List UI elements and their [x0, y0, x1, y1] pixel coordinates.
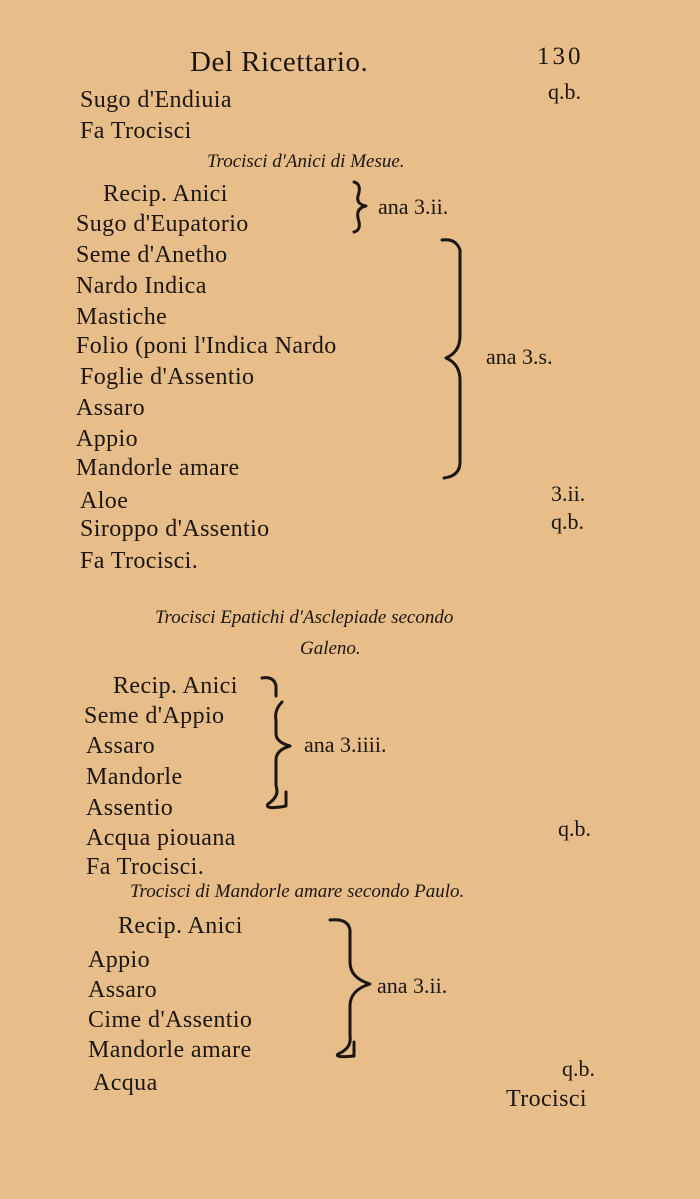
ingredient-line: Seme d'Anetho — [76, 242, 228, 268]
ingredient-line: Foglie d'Assentio — [80, 364, 255, 390]
ingredient-line: Acqua — [93, 1070, 158, 1096]
dose-label: ana 3.ii. — [377, 973, 448, 998]
ingredient-line: Assaro — [88, 977, 158, 1003]
brace-group-2 — [440, 236, 480, 482]
ingredient-line: Cime d'Assentio — [88, 1007, 253, 1033]
ingredient-line: Appio — [88, 947, 150, 973]
ingredient-line: Seme d'Appio — [84, 703, 225, 729]
dose-label: q.b. — [562, 1056, 595, 1081]
recipe-title: Trocisci di Mandorle amare secondo Paulo. — [130, 881, 465, 902]
dose-label: ana 3.ii. — [378, 194, 449, 219]
instruction-line: Fa Trocisci. — [86, 854, 205, 880]
ingredient-line: Assaro — [76, 395, 146, 421]
dose-label: q.b. — [551, 509, 584, 534]
recipe-title: Trocisci Epatichi d'Asclepiade secondo — [155, 607, 454, 628]
ingredient-line: Recip. Anici — [118, 913, 243, 939]
ingredient-line: Mandorle — [86, 764, 183, 790]
ingredient-line: Acqua piouana — [86, 825, 236, 851]
ingredient-line: Sugo d'Eupatorio — [76, 211, 249, 237]
instruction-line: Fa Trocisci. — [80, 548, 199, 574]
ingredient-line: Appio — [76, 426, 138, 452]
ingredient-line: Mandorle amare — [88, 1037, 252, 1063]
instruction-line: Fa Trocisci — [80, 118, 192, 144]
ingredient-line: Mandorle amare — [76, 455, 240, 481]
dose-label: q.b. — [548, 79, 581, 104]
ingredient-line: Folio (poni l'Indica Nardo — [76, 333, 337, 359]
ingredient-line: Aloe — [80, 488, 129, 514]
brace-group-1 — [350, 178, 372, 236]
page-number: 130 — [537, 43, 584, 70]
dose-label: q.b. — [558, 816, 591, 841]
ingredient-line: Mastiche — [76, 304, 168, 330]
brace-group-4 — [328, 916, 376, 1062]
ingredient-line: Assentio — [86, 795, 174, 821]
dose-label: 3.ii. — [551, 481, 586, 506]
ingredient-line: Recip. Anici — [113, 673, 238, 699]
ingredient-line: Assaro — [86, 733, 156, 759]
brace-group-3 — [260, 672, 304, 822]
ingredient-line: Recip. Anici — [103, 181, 228, 207]
running-head-title: Del Ricettario. — [190, 46, 369, 78]
recipe-title-continued: Galeno. — [300, 638, 361, 659]
dose-label: ana 3.iiii. — [304, 732, 387, 757]
catchword: Trocisci — [506, 1086, 587, 1112]
ingredient-line: Nardo Indica — [76, 273, 207, 299]
ingredient-line: Sugo d'Endiuia — [80, 87, 232, 113]
recipe-title: Trocisci d'Anici di Mesue. — [207, 151, 405, 172]
ingredient-line: Siroppo d'Assentio — [80, 516, 270, 542]
dose-label: ana 3.s. — [486, 344, 553, 369]
